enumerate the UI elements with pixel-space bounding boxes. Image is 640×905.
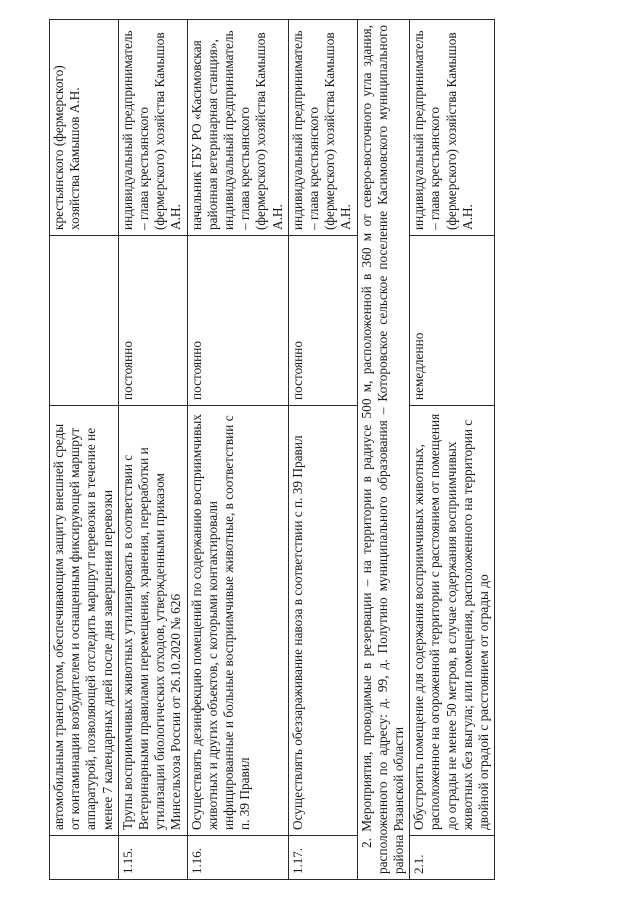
term-cell: постоянно (288, 236, 357, 406)
section-heading: 2. Мероприятия, проводимые в резервации – на территории в радиусе 500 м, расположенной в 360 м от северо-восточного угла здания, расположенного по адресу: д. 99, д. Полутино муниципального образования – Которовское сельское поселение Касимовского муниципального района Рязанской области (357, 20, 410, 880)
table-row (288, 20, 357, 880)
term-cell (50, 236, 119, 406)
table-row (187, 20, 288, 880)
action-cell: Обустроить помещение для содержания восприимчивых животных, расположенное на огороженной территории с расстоянием от помещения до ограды не менее 50 метров, в случае содержания восприимчивых животных без выгула; или помещения, расположенного на территории с двойной оградой с расстоянием от ограды до (410, 406, 495, 836)
measures-table (49, 19, 495, 880)
row-number: 2.1. (410, 836, 495, 880)
action-cell: Осуществлять обеззараживание навоза в соответствии с п. 39 Правил (288, 406, 357, 836)
responsible-cell: индивидуальный предприниматель – глава крестьянского (фермерского) хозяйства Камышов А.Н. (410, 20, 495, 236)
action-cell: Осуществлять дезинфекцию помещений по содержанию восприимчивых животных и других объектов, с которыми контактировали инфицированные и больные восприимчивые животные, в соответствии с п. 39 Правил (187, 406, 288, 836)
responsible-cell: индивидуальный предприниматель – глава крестьянского (фермерского) хозяйства Камышов А.Н. (118, 20, 187, 236)
row-number: 1.16. (187, 836, 288, 880)
term-cell: постоянно (118, 236, 187, 406)
responsible-cell: крестьянского (фермерского) хозяйства Камышов А.Н. (50, 20, 119, 236)
term-cell: постоянно (187, 236, 288, 406)
responsible-cell: начальник ГБУ РО «Касимовская районная ветеринарная станция», индивидуальный предприниматель – глава крестьянского (фермерского) хозяйства Камышов А.Н. (187, 20, 288, 236)
table-row (118, 20, 187, 880)
rotated-document-page (49, 20, 609, 880)
section-heading-row (357, 20, 410, 880)
row-number (50, 836, 119, 880)
table-row (410, 20, 495, 880)
term-cell: немедленно (410, 236, 495, 406)
table-row (50, 20, 119, 880)
responsible-cell: индивидуальный предприниматель – глава крестьянского (фермерского) хозяйства Камышов А.Н. (288, 20, 357, 236)
action-cell: автомобильным транспортом, обеспечивающим защиту внешней среды от контаминации возбудителем и оснащенным фиксирующей маршрут аппаратурой, позволяющей отследить маршрут перевозки в течение не менее 7 календарных дней после дня завершения перевозки (50, 406, 119, 836)
action-cell: Трупы восприимчивых животных утилизировать в соответствии с Ветеринарными правилами перемещения, хранения, переработки и утилизации биологических отходов, утвержденными приказом Минсельхоза России от 26.10.2020 № 626 (118, 406, 187, 836)
row-number: 1.17. (288, 836, 357, 880)
row-number: 1.15. (118, 836, 187, 880)
